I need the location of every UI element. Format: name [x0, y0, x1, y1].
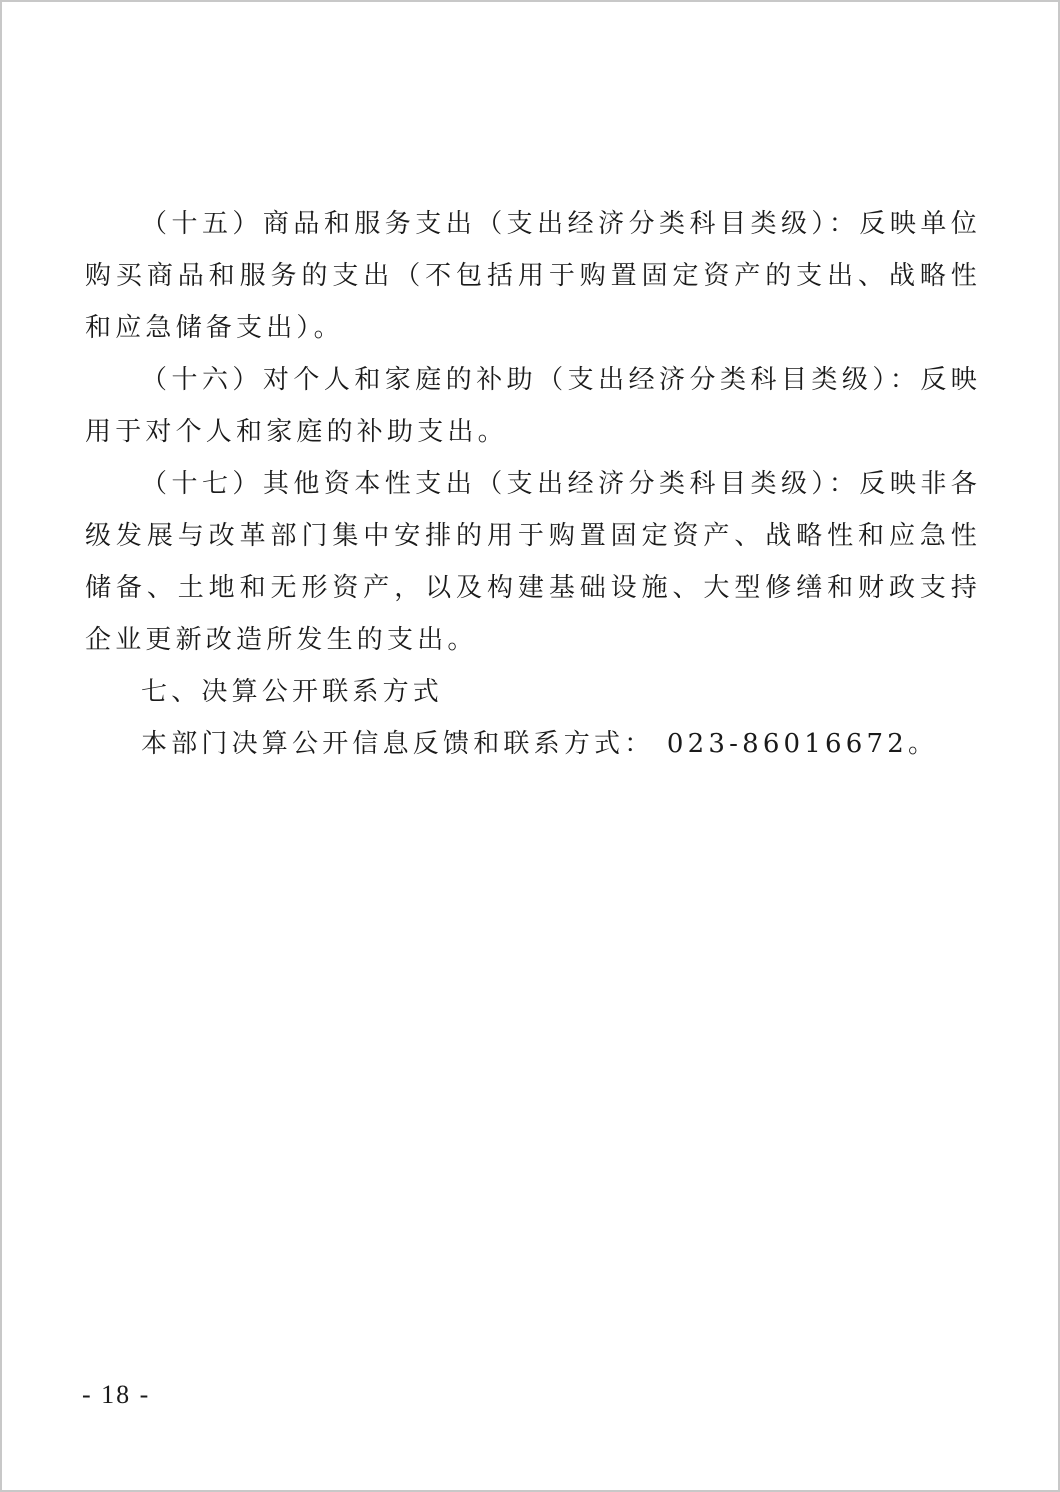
paragraph-household-subsidies: （十六）对个人和家庭的补助（支出经济分类科目类级）：反映用于对个人和家庭的补助支出。	[85, 365, 981, 447]
section-heading-contact: 七、决算公开联系方式	[141, 677, 444, 707]
paragraph-contact-info: 本部门决算公开信息反馈和联系方式： 023-86016672。	[141, 729, 939, 759]
paragraph-other-capital-expenditure: （十七）其他资本性支出（支出经济分类科目类级）：反映非各级发展与改革部门集中安排的用于购置固定资产、战略性和应急性储备、土地和无形资产，以及构建基础设施、大型修缮和财政支持企业更新改造所发生的支出。	[85, 469, 981, 655]
page-number: - 18 -	[82, 1380, 151, 1409]
document-body	[85, 198, 981, 770]
paragraph-goods-services-expenditure: （十五）商品和服务支出（支出经济分类科目类级）：反映单位购买商品和服务的支出（不包括用于购置固定资产的支出、战略性和应急储备支出）。	[85, 209, 981, 343]
